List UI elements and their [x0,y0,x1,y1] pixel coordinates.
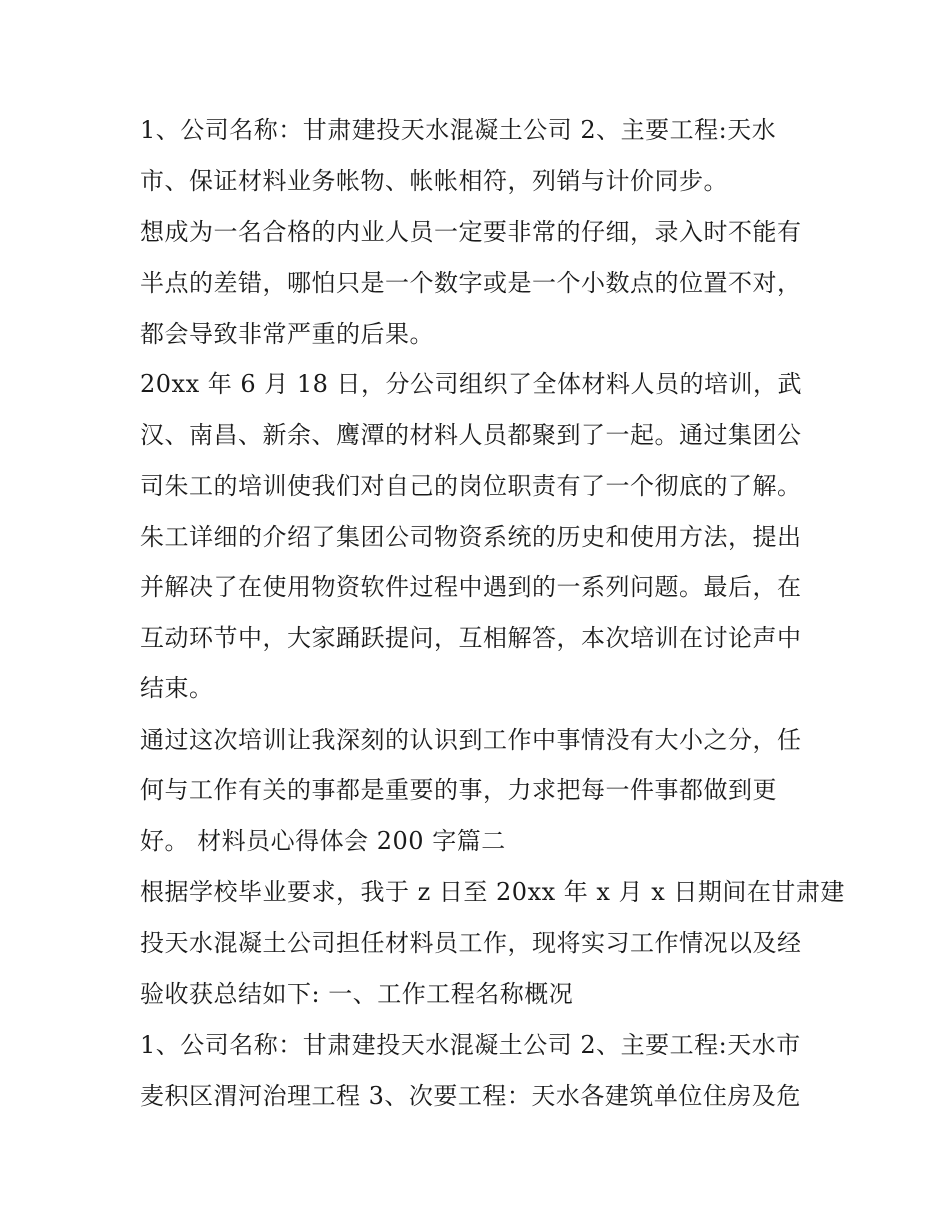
text-line: 结束。 [140,674,214,702]
text-line: 汉、南昌、新余、鹰潭的材料人员都聚到了一起。通过集团公 [140,421,802,449]
text-line: 1、公司名称：甘肃建投天水混凝土公司 2、主要工程:天水 [140,116,777,144]
text-line: 何与工作有关的事都是重要的事，力求把每一件事都做到更 [140,776,777,804]
text-line: 根据学校毕业要求，我于 z 日至 20xx 年 x 月 x 日期间在甘肃建 [140,878,845,906]
text-line: 半点的差错，哪怕只是一个数字或是一个小数点的位置不对， [140,269,802,297]
text-line: 验收获总结如下: 一、工作工程名称概况 [140,980,574,1008]
text-line: 想成为一名合格的内业人员一定要非常的仔细，录入时不能有 [140,218,802,246]
text-line: 20xx 年 6 月 18 日，分公司组织了全体材料人员的培训，武 [140,370,803,398]
text-line: 投天水混凝土公司担任材料员工作，现将实习工作情况以及经 [140,929,802,957]
text-line: 司朱工的培训使我们对自己的岗位职责有了一个彻底的了解。 [140,472,802,500]
text-line: 麦积区渭河治理工程 3、次要工程：天水各建筑单位住房及危 [140,1082,801,1110]
text-line: 市、保证材料业务帐物、帐帐相符，列销与计价同步。 [140,167,728,195]
text-line: 好。 材料员心得体会 200 字篇二 [140,827,506,855]
text-line: 1、公司名称：甘肃建投天水混凝土公司 2、主要工程:天水市 [140,1031,801,1059]
text-line: 都会导致非常严重的后果。 [140,320,434,348]
text-line: 朱工详细的介绍了集团公司物资系统的历史和使用方法，提出 [140,523,802,551]
text-line: 通过这次培训让我深刻的认识到工作中事情没有大小之分，任 [140,726,802,754]
text-line: 并解决了在使用物资软件过程中遇到的一系列问题。最后，在 [140,573,802,601]
text-line: 互动环节中，大家踊跃提问，互相解答，本次培训在讨论声中 [140,624,802,652]
